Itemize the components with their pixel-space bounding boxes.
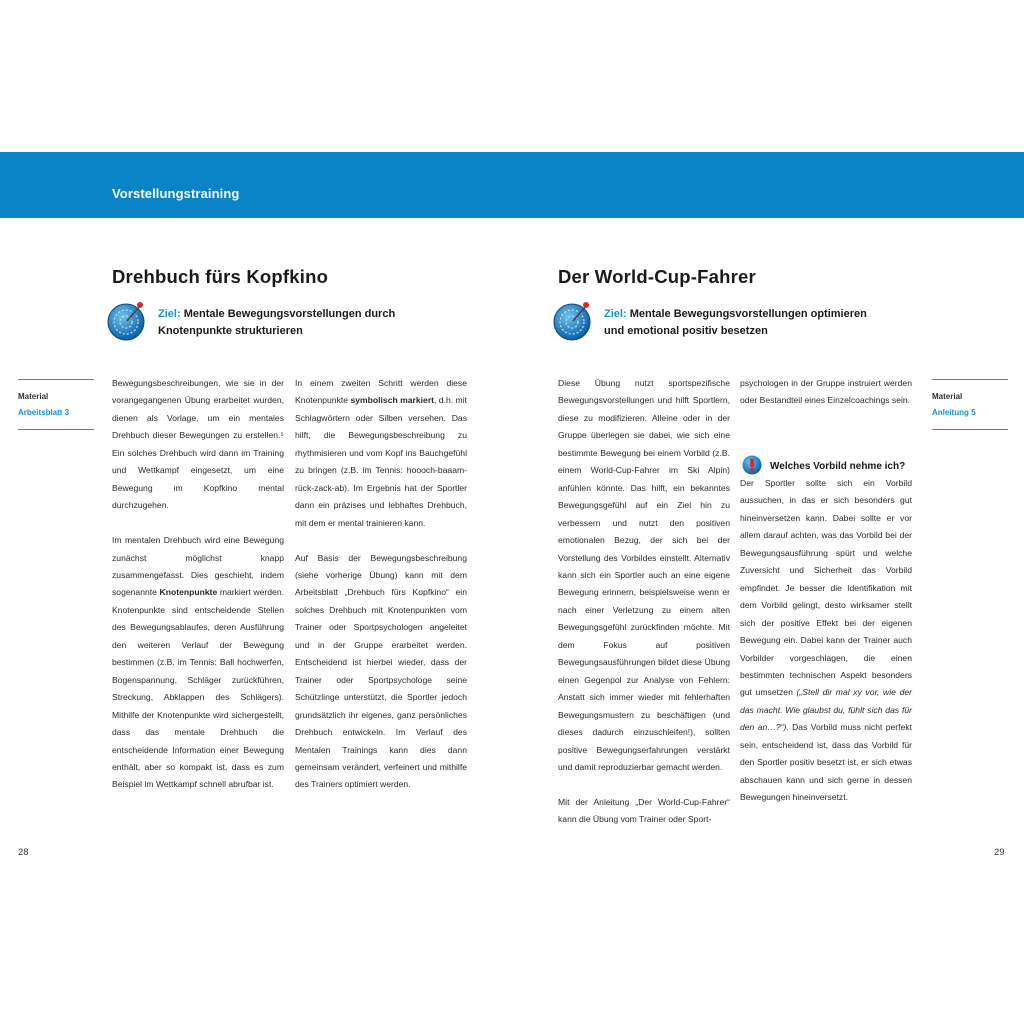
page-number-left: 28 <box>18 847 29 858</box>
left-sidebar-material <box>18 379 94 430</box>
paragraph <box>740 475 912 807</box>
right-column-2 <box>740 375 912 410</box>
section-header-band <box>0 152 1024 218</box>
italic-quote: („Stell dir mal xy vor, wie der das macht. Wie glaubst du, fühlt sich das für den an…?“). <box>740 687 912 733</box>
goal-line1: Mentale Bewegungsvorstellungen durch <box>183 308 396 320</box>
paragraph: Bewegungsbeschreibungen, wie sie in der vorangegangenen Übung erarbeitet wurden, dienen als Vorlage, um ein mentales Drehbuch dieser Bewegungen zu erstellen.⁵ Ein solches Drehbuch wird dann im Training und Wettkampf eingesetzt, um eine Bewegung im Kopfkino mental durchzugehen. <box>112 378 284 511</box>
paragraph: Diese Übung nutzt sportspezifische Bewegungsvorstellungen und hilft Sportlern, diese zu modifizieren. Alleine oder in der Gruppe überlegen sie dabei, wie sich eine bestimmte Bewegung bei einem Vorbild (z.B. einem World-Cup-Fahrer im Ski Alpin) anfühlen könnte. Das hilft, ein bekanntes Bewegungsgefühl auf ein Ziel hin zu verbessern und nutzt den positiven emotionalen Bezug, der sich bei der Vorstellung des Vorbildes einstellt. Alternativ kann sich ein Sportler auch an eine eigene Bewegung erinnern, beispielsweise wenn er nach einer Verletzung zu einem alten Bewegungsgefühl zurückfinden möchte. Mit dem Fokus auf positiven Bewegungsausführungen bildet diese Übung einen Gegenpol zur Analyse von Fehlern: Anstatt sich immer wieder mit fehlerhaften Bewegungsmustern zu beschäftigen (und dieses dadurch einzuschleifen!), sollten positive Bewegungserfahrungen verstärkt und damit reproduzierbar gemacht werden. <box>558 378 730 772</box>
right-sidebar-material <box>932 379 1008 430</box>
right-page-title: Der World-Cup-Fahrer <box>558 266 756 287</box>
paragraph-knotenpunkte: Im mentalen Drehbuch wird eine Bewegung zunächst möglichst knapp zusammengefasst. Dies geschieht, indem sogenannte Knotenpunkte markiert werden. Knotenpunkte sind entscheidende Stellen des Bewegungsablaufes, deren Ausführung den weiteren Verlauf der Bewegung bestimmen (z.B. im Tennis: Ball hochwerfen, Bogenspannung, Schläger zurückführen, Streckung, Abklappen des Schlägers). Mithilfe der Knotenpunkte wird sichergestellt, dass das mentale Drehbuch die entscheidende Information einer Bewegung enthält, aber so kompakt ist, dass es zum Beispiel im Wettkampf schnell abrufbar ist. <box>112 535 285 790</box>
left-page-title: Drehbuch fürs Kopfkino <box>112 266 329 287</box>
paragraph: psychologen in der Gruppe instruiert werden oder Bestandteil eines Einzelcoachings sein. <box>740 378 912 406</box>
material-label: Material <box>932 392 963 401</box>
material-label: Material <box>18 392 49 401</box>
page-number-right: 29 <box>994 847 1005 858</box>
question-heading: Welches Vorbild nehme ich? <box>770 461 906 472</box>
paragraph-symbolisch: In einem zweiten Schritt werden diese Knotenpunkte symbolisch markiert, d.h. mit Schlagwörtern oder Silben versehen. Das hilft, die Bewegungsbeschreibung zu rhythmisieren und vom Kopf ins Bauchgefühl zu bringen (z.B. im Tennis: hoooch-baaam-rück-zack-ab). Im Ergebnis hat der Sportler dann ein präzises und lebhaftes Drehbuch, mit dem er mental trainieren kann. <box>295 378 467 528</box>
paragraph: Auf Basis der Bewegungsbeschreibung (siehe vorherige Übung) kann mit dem Arbeitsblatt „Drehbuch fürs Kopfkino“ ein solches Drehbuch mit Knotenpunkten vom Trainer oder Sportpsychologen angeleitet und in der Gruppe erarbeitet werden. Entscheidend ist hierbei wieder, dass der Trainer oder Sportpsychologe seine Schützlinge unterstützt, die Sportler jedoch grundsätzlich ihr eigenes, ganz persönliches Drehbuch entwickeln. Im Verlauf des Mentalen Trainings kann dies dann gemeinsam verändert, verfeinert und mithilfe des Trainers optimiert werden. <box>295 552 467 790</box>
left-column-1 <box>112 375 284 794</box>
bold-term: Knotenpunkte <box>159 587 218 598</box>
material-value: Anleitung 5 <box>932 408 976 417</box>
target-dart-icon <box>552 299 594 341</box>
bold-term: symbolisch markiert <box>350 395 435 406</box>
target-dart-icon <box>106 299 148 341</box>
right-column-2-bottom <box>740 475 912 807</box>
text-run: Das Vorbild muss nicht perfekt sein, entscheidend ist, dass das Vorbild für den Sportler positiv besetzt ist, er sich etwas abschauen kann und sich gerne in dessen Bewegungen hineinversetzt. <box>740 722 912 803</box>
right-column-1 <box>558 375 730 829</box>
left-goal <box>158 306 395 340</box>
goal-line2: und emotional positiv besetzen <box>604 325 768 337</box>
goal-label: Ziel: <box>158 308 181 320</box>
paragraph: Mit der Anleitung „Der World-Cup-Fahrer“ kann die Übung vom Trainer oder Sport- <box>558 796 730 825</box>
goal-line2: Knotenpunkte strukturieren <box>158 325 303 337</box>
exclamation-icon <box>742 455 762 475</box>
goal-line1: Mentale Bewegungsvorstellungen optimieren <box>629 308 867 320</box>
material-value: Arbeitsblatt 3 <box>18 408 70 417</box>
goal-label: Ziel: <box>604 308 627 320</box>
text-run: Der Sportler sollte sich ein Vorbild aussuchen, in das er sich besonders gut hineinversetzen kann. Dabei sollte er vor allem darauf achten, was das Vorbild bei der Bewegungsausführung spürt und welche Zuversicht und Sicherheit das Vorbild empfindet. Je besser die Identifikation mit dem Vorbild gelingt, desto wirksamer stellt sich der positive Effekt bei der eigenen Bewegung ein. Dabei kann der Trainer auch Vorbilder vorgeschlagen, die einen bestimmten technischen Aspekt besonders gut umsetzen <box>740 478 912 698</box>
right-goal <box>604 306 867 340</box>
section-title: Vorstellungstraining <box>112 186 240 201</box>
left-column-2 <box>295 375 467 794</box>
